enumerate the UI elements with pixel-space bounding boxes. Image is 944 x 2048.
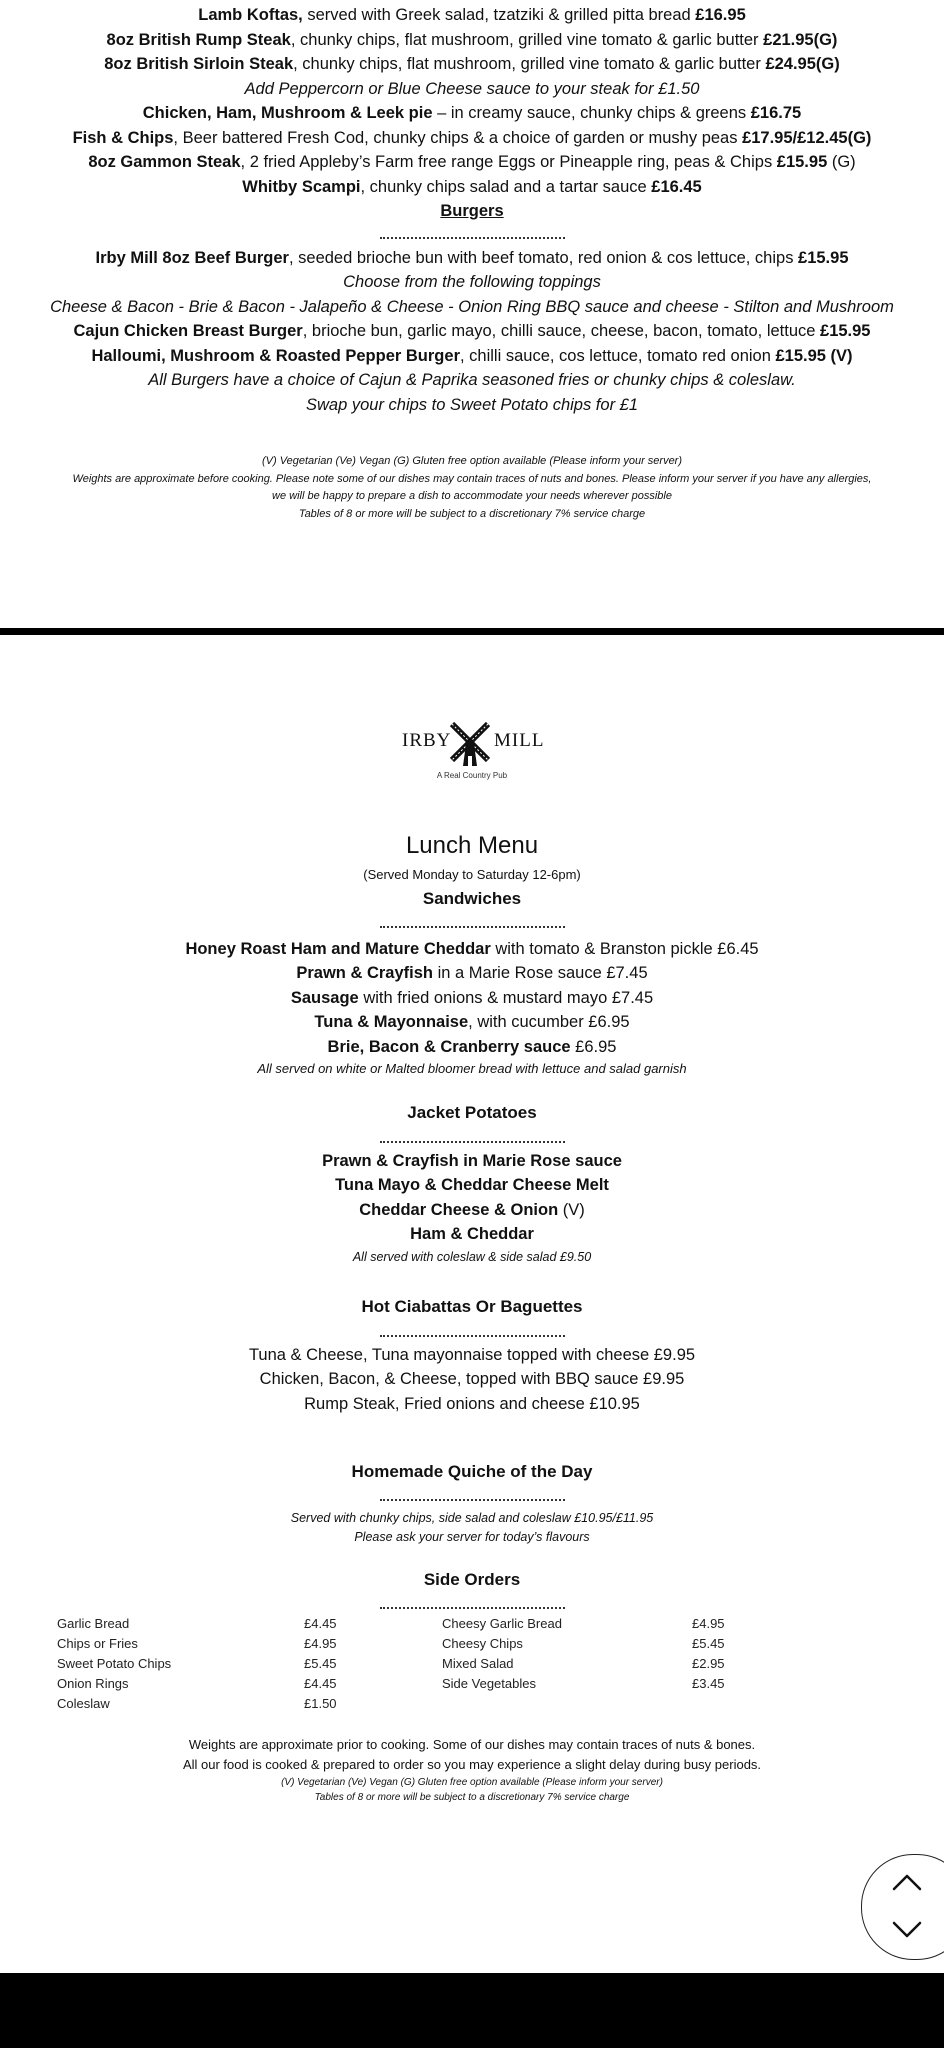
quiche-flavours-note: Please ask your server for today’s flavours [354,1530,590,1544]
steak-sauce-note: Add Peppercorn or Blue Cheese sauce to your steak for £1.50 [244,80,700,98]
logo-word-irby: IRBY [402,730,452,751]
side-price: £5.45 [692,1636,725,1651]
ciabatta-chicken-bacon: Chicken, Bacon, & Cheese, topped with BBQ sauce £9.95 [259,1370,685,1388]
side-name: Onion Rings [57,1676,129,1691]
side-price: £3.45 [692,1676,725,1691]
menu-item-beef-burger: Irby Mill 8oz Beef Burger, seeded brioche bun with beef tomato, red onion & cos lettuce, chips £15.95 [95,249,849,267]
side-price: £4.95 [692,1616,725,1631]
side-name: Garlic Bread [57,1616,130,1631]
side-name: Side Vegetables [442,1676,536,1691]
side-name: Coleslaw [57,1696,110,1711]
side-name: Cheesy Chips [442,1636,523,1651]
side-price: £4.95 [304,1636,337,1651]
jacket-potatoes-heading: Jacket Potatoes [407,1103,537,1122]
side-orders-heading: Side Orders [423,1570,521,1589]
dietary-key: (V) Vegetarian (Ve) Vegan (G) Gluten free option available (Please inform your server) [261,455,683,467]
ciabattas-heading: Hot Ciabattas Or Baguettes [361,1297,583,1316]
side-price: £2.95 [692,1656,725,1671]
jacket-ham-cheddar: Ham & Cheddar [410,1225,534,1243]
service-charge-note: Tables of 8 or more will be subject to a discretionary 7% service charge [298,508,646,520]
menu-item-scampi: Whitby Scampi, chunky chips salad and a tartar sauce £16.45 [242,178,702,196]
sides-left-names [57,1614,171,1714]
menu-item-cajun-burger: Cajun Chicken Breast Burger, brioche bun, garlic mayo, chilli sauce, cheese, bacon, tomato, lettuce £15.95 [73,322,871,340]
menu-item-lamb-koftas: Lamb Koftas, served with Greek salad, tzatziki & grilled pitta bread £16.95 [198,6,746,24]
side-name: Sweet Potato Chips [57,1656,172,1671]
ciabatta-rump-steak: Rump Steak, Fried onions and cheese £10.95 [304,1395,640,1413]
menu-item-sirloin-steak: 8oz British Sirloin Steak, chunky chips, flat mushroom, grilled vine tomato & garlic butter £24.95(G) [104,55,840,73]
section-divider-dots [0,229,944,243]
menu-item-gammon: 8oz Gammon Steak, 2 fried Appleby’s Farm free range Eggs or Pineapple ring, peas & Chips £15.95 (G) [88,153,856,171]
jacket-prawn-crayfish: Prawn & Crayfish in Marie Rose sauce [322,1152,622,1170]
menu-item-halloumi-burger: Halloumi, Mushroom & Roasted Pepper Burger, chilli sauce, cos lettuce, tomato red onion £15.95 (V) [91,347,853,365]
page-scroll-control [861,1854,944,1960]
section-divider-dots [0,1327,944,1341]
allergy-note: Weights are approximate before cooking. Please note some of our dishes may contain traces of nuts and bones. Please inform your server if you have any allergies, [72,473,872,485]
menu-item-pie: Chicken, Ham, Mushroom & Leek pie – in creamy sauce, chunky chips & greens £16.75 [142,104,802,122]
weights-note: Weights are approximate prior to cooking. Some of our dishes may contain traces of nuts & bones. [188,1737,756,1752]
ciabatta-tuna-cheese: Tuna & Cheese, Tuna mayonnaise topped with cheese £9.95 [248,1346,696,1364]
sides-right-names [442,1614,562,1694]
menu-item-rump-steak: 8oz British Rump Steak, chunky chips, flat mushroom, grilled vine tomato & garlic butter £21.95(G) [106,31,838,49]
windmill-icon [448,720,492,766]
section-divider-dots [0,918,944,932]
section-divider-dots [0,1491,944,1505]
cooking-delay-note: All our food is cooked & prepared to order so you may experience a slight delay during busy periods. [182,1757,762,1772]
toppings-intro: Choose from the following toppings [343,273,601,291]
sandwich-prawn-crayfish: Prawn & Crayfish in a Marie Rose sauce £7.45 [296,964,648,982]
burger-note-swap: Swap your chips to Sweet Potato chips for £1 [305,396,638,414]
burgers-heading: Burgers [440,202,504,220]
side-price: £5.45 [304,1656,337,1671]
bottom-bar [0,1973,944,2048]
sandwich-note: All served on white or Malted bloomer bread with lettuce and salad garnish [257,1061,687,1076]
sandwich-ham-cheddar: Honey Roast Ham and Mature Cheddar with tomato & Branston pickle £6.45 [185,940,759,958]
service-charge-note: Tables of 8 or more will be subject to a discretionary 7% service charge [314,1792,630,1803]
jacket-tuna-mayo: Tuna Mayo & Cheddar Cheese Melt [335,1176,609,1194]
sides-left-prices [304,1614,337,1714]
page-divider [0,628,944,635]
chevron-down-icon[interactable] [890,1913,924,1947]
sides-right-prices [692,1614,725,1694]
side-name: Cheesy Garlic Bread [442,1616,562,1631]
section-divider-dots [0,1599,944,1613]
served-hours: (Served Monday to Saturday 12-6pm) [363,867,581,882]
allergy-note-2: we will be happy to prepare a dish to accommodate your needs wherever possible [272,490,672,502]
menu-item-fish-chips: Fish & Chips, Beer battered Fresh Cod, chunky chips & a choice of garden or mushy peas £17.95/£12.45(G) [72,129,872,147]
burger-note-sides: All Burgers have a choice of Cajun & Paprika seasoned fries or chunky chips & coleslaw. [148,371,796,389]
quiche-heading: Homemade Quiche of the Day [351,1462,593,1481]
sandwich-tuna-mayo: Tuna & Mayonnaise, with cucumber £6.95 [314,1013,630,1031]
side-name: Chips or Fries [57,1636,138,1651]
toppings-list: Cheese & Bacon - Brie & Bacon - Jalapeño & Cheese - Onion Ring BBQ sauce and cheese - Stilton and Mushroom [50,298,894,316]
jacket-cheese-onion: Cheddar Cheese & Onion (V) [359,1201,585,1219]
side-price: £4.45 [304,1616,337,1631]
dietary-key: (V) Vegetarian (Ve) Vegan (G) Gluten free option available (Please inform your server) [281,1777,663,1788]
page-title: Lunch Menu [405,832,539,859]
quiche-price-note: Served with chunky chips, side salad and coleslaw £10.95/£11.95 [290,1511,654,1525]
jacket-note: All served with coleslaw & side salad £9.50 [352,1250,592,1264]
logo-tagline: A Real Country Pub [436,771,508,780]
side-price: £4.45 [304,1676,337,1691]
section-divider-dots [0,1133,944,1147]
side-name: Mixed Salad [442,1656,514,1671]
sandwich-sausage: Sausage with fried onions & mustard mayo £7.45 [290,989,654,1007]
side-price: £1.50 [304,1696,337,1711]
logo-word-mill: MILL [494,730,545,751]
chevron-up-icon[interactable] [890,1865,924,1899]
sandwiches-heading: Sandwiches [422,889,522,908]
sandwich-brie-bacon: Brie, Bacon & Cranberry sauce £6.95 [327,1038,617,1056]
